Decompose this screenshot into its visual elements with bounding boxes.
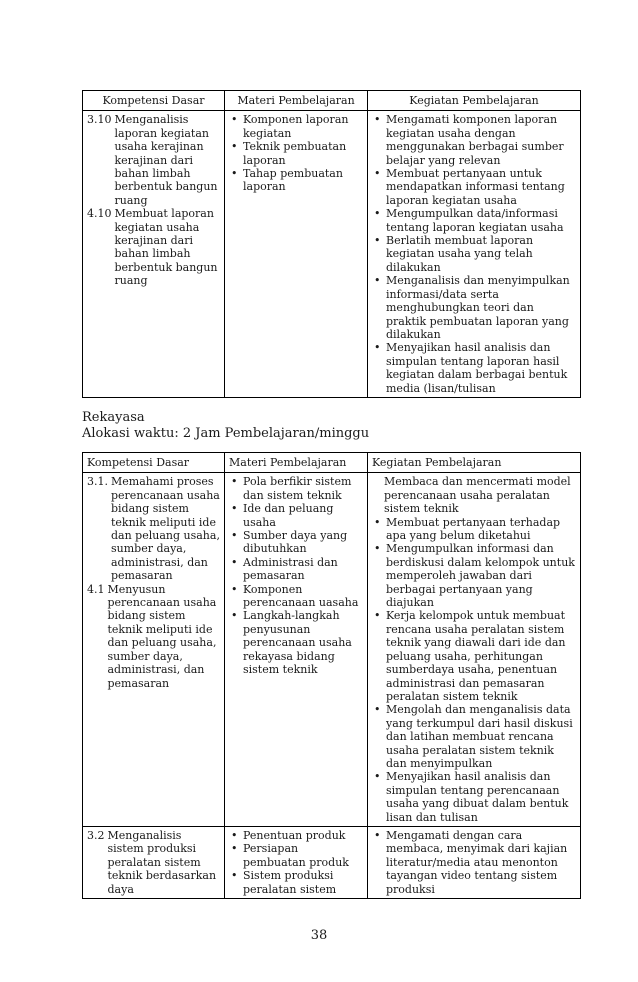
list-item: • Sumber daya yang dibutuhkan xyxy=(229,529,363,556)
list-item: • Langkah-langkah penyusunan perencanaan usaha rekayasa bidang sistem teknik xyxy=(229,609,363,676)
list-item: • Teknik pembuatan laporan xyxy=(229,140,363,167)
kd-cell xyxy=(83,826,225,898)
section-title: Rekayasa xyxy=(82,410,145,425)
table-header-row xyxy=(83,91,581,111)
list-item: • Tahap pembuatan laporan xyxy=(229,167,363,194)
kd-item: 3.10 Menganalisis laporan kegiatan usaha kerajinan kerajinan dari bahan limbah berbentuk bangun ruang xyxy=(87,113,218,207)
list-item: • Mengumpulkan informasi dan berdiskusi dalam kelompok untuk memperoleh jawaban dari berbagai pertanyaan yang diajukan xyxy=(372,542,576,609)
table-row xyxy=(83,473,581,827)
list-item: • Sistem produksi peralatan sistem xyxy=(229,869,363,896)
kd-item: 3.1. Memahami proses perencanaan usaha bidang sistem teknik meliputi ide dan peluang usaha, sumber daya, administrasi, dan pemasaran xyxy=(87,475,220,583)
kd-cell xyxy=(83,473,225,827)
header-kompetensi: Kompetensi Dasar xyxy=(83,453,225,473)
header-materi: Materi Pembelajaran xyxy=(225,91,368,111)
page-number: 38 xyxy=(310,928,328,943)
list-item: • Kerja kelompok untuk membuat rencana usaha peralatan sistem teknik yang diawali dari ide dan peluang usaha, perhitungan sumberdaya usaha, penentuan administrasi dan pemasaran peralatan sistem teknik xyxy=(372,609,576,703)
list-item: • Menyajikan hasil analisis dan simpulan tentang laporan hasil kegiatan dalam berbagai bentuk media (lisan/tulisan xyxy=(372,341,576,395)
table-kompetensi-1 xyxy=(82,90,581,398)
list-item: • Berlatih membuat laporan kegiatan usaha yang telah dilakukan xyxy=(372,234,576,274)
header-kegiatan: Kegiatan Pembelajaran xyxy=(368,91,581,111)
materi-cell xyxy=(225,473,368,827)
list-item: • Administrasi dan pemasaran xyxy=(229,556,363,583)
kegiatan-cell xyxy=(368,473,581,827)
list-item: • Penentuan produk xyxy=(229,829,363,842)
table-row xyxy=(83,826,581,898)
list-item: • Membuat pertanyaan terhadap apa yang belum diketahui xyxy=(372,516,576,543)
kegiatan-cell xyxy=(368,826,581,898)
table-header-row xyxy=(83,453,581,473)
list-item: • Mengamati komponen laporan kegiatan usaha dengan menggunakan berbagai sumber belajar yang relevan xyxy=(372,113,576,167)
materi-cell xyxy=(225,826,368,898)
list-item: • Membuat pertanyaan untuk mendapatkan informasi tentang laporan kegiatan usaha xyxy=(372,167,576,207)
list-item: • Menganalisis dan menyimpulkan informasi/data serta menghubungkan teori dan praktik pembuatan laporan yang dilakukan xyxy=(372,274,576,341)
kd-item: 4.1 Menyusun perencanaan usaha bidang sistem teknik meliputi ide dan peluang usaha, sumber daya, administrasi, dan pemasaran xyxy=(87,582,217,690)
list-item: Membaca dan mencermati model perencanaan usaha peralatan sistem teknik xyxy=(384,475,571,516)
list-item: • Mengumpulkan data/informasi tentang laporan kegiatan usaha xyxy=(372,207,576,234)
kd-item: 4.10 Membuat laporan kegiatan usaha kerajinan dari bahan limbah berbentuk bangun ruang xyxy=(87,207,218,288)
list-item: • Menyajikan hasil analisis dan simpulan tentang perencanaan usaha yang dibuat dalam bentuk lisan dan tulisan xyxy=(372,770,576,824)
list-item: • Mengolah dan menganalisis data yang terkumpul dari hasil diskusi dan latihan membuat rencana usaha peralatan sistem teknik dan menyimpulkan xyxy=(372,703,576,770)
allocation-time: Alokasi waktu: 2 Jam Pembelajaran/minggu xyxy=(82,426,370,441)
header-materi: Materi Pembelajaran xyxy=(225,453,368,473)
kegiatan-cell xyxy=(368,111,581,398)
header-kompetensi: Kompetensi Dasar xyxy=(83,91,225,111)
list-item: • Komponen laporan kegiatan xyxy=(229,113,363,140)
list-item: • Pola berfikir sistem dan sistem teknik xyxy=(229,475,363,502)
table-kompetensi-2 xyxy=(82,452,581,899)
kd-item: 3.2 Menganalisis sistem produksi peralatan sistem teknik berdasarkan daya xyxy=(87,828,217,896)
list-item: • Komponen perencanaan uasaha xyxy=(229,583,363,610)
materi-cell xyxy=(225,111,368,398)
list-item: • Ide dan peluang usaha xyxy=(229,502,363,529)
list-item: • Mengamati dengan cara membaca, menyimak dari kajian literatur/media atau menonton tayangan video tentang sistem produksi xyxy=(372,829,576,896)
header-kegiatan: Kegiatan Pembelajaran xyxy=(368,453,581,473)
list-item: • Persiapan pembuatan produk xyxy=(229,842,363,869)
table-row xyxy=(83,111,581,398)
kd-cell xyxy=(83,111,225,398)
